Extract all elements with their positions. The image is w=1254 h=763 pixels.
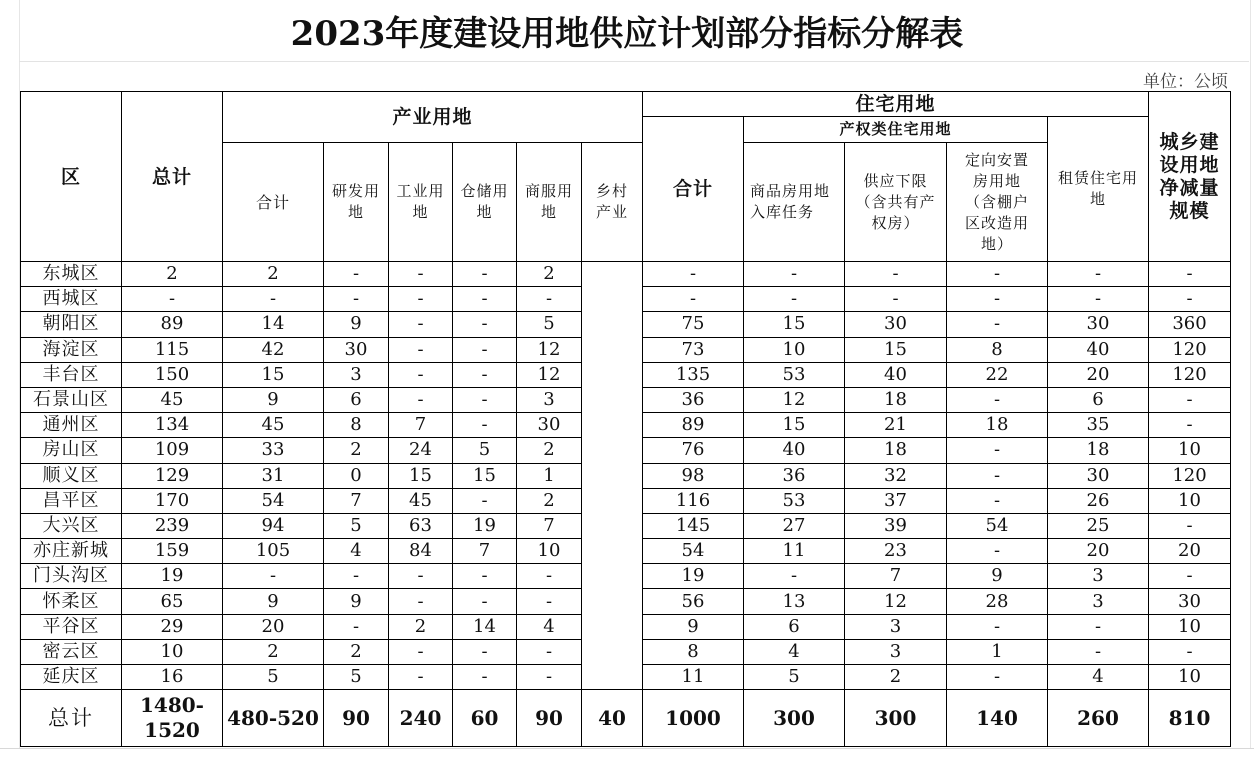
table-cell: 22 bbox=[947, 362, 1048, 387]
table-cell: 30 bbox=[324, 337, 389, 362]
table-cell: 13 bbox=[744, 589, 845, 614]
total-label: 总计 bbox=[21, 690, 122, 747]
table-cell: 120 bbox=[1149, 362, 1231, 387]
header-commodity: 商品房用地入库任务 bbox=[744, 143, 845, 262]
district-name: 亦庄新城 bbox=[21, 539, 122, 564]
table-cell: 2 bbox=[517, 488, 582, 513]
table-cell: 28 bbox=[947, 589, 1048, 614]
table-cell: 63 bbox=[389, 513, 453, 538]
table-cell: 12 bbox=[845, 589, 947, 614]
table-cell: 36 bbox=[744, 463, 845, 488]
header-factory: 工业用地 bbox=[389, 143, 453, 262]
table-cell: - bbox=[453, 287, 517, 312]
district-name: 顺义区 bbox=[21, 463, 122, 488]
table-cell: - bbox=[517, 639, 582, 664]
table-cell: 18 bbox=[947, 413, 1048, 438]
table-cell: 3 bbox=[1048, 589, 1149, 614]
district-name: 丰台区 bbox=[21, 362, 122, 387]
table-cell: - bbox=[947, 614, 1048, 639]
table-cell: 36 bbox=[643, 387, 744, 412]
table-cell: 18 bbox=[845, 387, 947, 412]
district-name: 昌平区 bbox=[21, 488, 122, 513]
table-cell: 31 bbox=[223, 463, 324, 488]
table-cell: 5 bbox=[324, 665, 389, 690]
table-cell: 10 bbox=[122, 639, 223, 664]
district-name: 石景山区 bbox=[21, 387, 122, 412]
table-cell: 35 bbox=[1048, 413, 1149, 438]
table-cell: - bbox=[947, 463, 1048, 488]
table-cell: 5 bbox=[453, 438, 517, 463]
table-cell: - bbox=[517, 287, 582, 312]
table-cell: 76 bbox=[643, 438, 744, 463]
table-cell: 239 bbox=[122, 513, 223, 538]
table-cell: - bbox=[845, 287, 947, 312]
table-cell: - bbox=[389, 362, 453, 387]
table-cell: 21 bbox=[845, 413, 947, 438]
table-cell: - bbox=[453, 665, 517, 690]
table-cell: 10 bbox=[744, 337, 845, 362]
header-property-residential: 产权类住宅用地 bbox=[744, 117, 1048, 143]
table-cell: 4 bbox=[324, 539, 389, 564]
table-cell: - bbox=[1149, 413, 1231, 438]
table-cell: - bbox=[947, 539, 1048, 564]
table-cell: 20 bbox=[1048, 539, 1149, 564]
table-cell: 40 bbox=[1048, 337, 1149, 362]
table-cell: 24 bbox=[389, 438, 453, 463]
table-cell: 2 bbox=[845, 665, 947, 690]
table-cell: 30 bbox=[1149, 589, 1231, 614]
table-cell: 94 bbox=[223, 513, 324, 538]
table-cell: - bbox=[389, 387, 453, 412]
table-cell: 360 bbox=[1149, 312, 1231, 337]
total-cell: 60 bbox=[453, 690, 517, 747]
table-cell: 7 bbox=[517, 513, 582, 538]
district-name: 密云区 bbox=[21, 639, 122, 664]
table-cell: 7 bbox=[453, 539, 517, 564]
table-cell: 89 bbox=[643, 413, 744, 438]
table-cell: 54 bbox=[947, 513, 1048, 538]
total-cell: 40 bbox=[582, 690, 643, 747]
table-cell: 45 bbox=[122, 387, 223, 412]
table-cell: - bbox=[324, 287, 389, 312]
table-cell: - bbox=[453, 639, 517, 664]
table-cell: 105 bbox=[223, 539, 324, 564]
header-district: 区 bbox=[21, 92, 122, 262]
table-cell: 7 bbox=[324, 488, 389, 513]
table-cell: 19 bbox=[122, 564, 223, 589]
table-cell: 5 bbox=[744, 665, 845, 690]
table-cell: 9 bbox=[223, 589, 324, 614]
table-cell: 3 bbox=[1048, 564, 1149, 589]
table-cell: - bbox=[223, 287, 324, 312]
header-resettlement: 定向安置房用地（含棚户区改造用地） bbox=[947, 143, 1048, 262]
district-name: 大兴区 bbox=[21, 513, 122, 538]
table-cell: 40 bbox=[845, 362, 947, 387]
table-body bbox=[21, 262, 1231, 690]
table-cell: 54 bbox=[223, 488, 324, 513]
table-cell: - bbox=[389, 337, 453, 362]
table-cell: 56 bbox=[643, 589, 744, 614]
unit-label: 单位：公顷 bbox=[1143, 72, 1228, 92]
header-rnd: 研发用地 bbox=[324, 143, 389, 262]
table-cell: 15 bbox=[744, 312, 845, 337]
table-cell: 23 bbox=[845, 539, 947, 564]
table-cell: 11 bbox=[643, 665, 744, 690]
table-cell: 19 bbox=[643, 564, 744, 589]
table-cell: - bbox=[1149, 387, 1231, 412]
table-cell: 19 bbox=[453, 513, 517, 538]
table-cell: 84 bbox=[389, 539, 453, 564]
table-cell: 9 bbox=[324, 312, 389, 337]
table-cell: 135 bbox=[643, 362, 744, 387]
table-cell: 5 bbox=[223, 665, 324, 690]
table-cell: - bbox=[389, 639, 453, 664]
table-cell: - bbox=[947, 287, 1048, 312]
header-industrial-sum: 合计 bbox=[223, 143, 324, 262]
total-cell: 1480-1520 bbox=[122, 690, 223, 747]
table-cell: - bbox=[744, 262, 845, 287]
table-cell: 11 bbox=[744, 539, 845, 564]
table-cell: 98 bbox=[643, 463, 744, 488]
table-cell: - bbox=[453, 589, 517, 614]
table-cell: - bbox=[517, 665, 582, 690]
page-title: 2023年度建设用地供应计划部分指标分解表 bbox=[290, 14, 964, 54]
total-cell: 140 bbox=[947, 690, 1048, 747]
table-cell: 6 bbox=[1048, 387, 1149, 412]
header-storage: 仓储用地 bbox=[453, 143, 517, 262]
table-cell: - bbox=[1149, 513, 1231, 538]
total-cell: 260 bbox=[1048, 690, 1149, 747]
table-cell: 10 bbox=[1149, 488, 1231, 513]
table-cell: 15 bbox=[845, 337, 947, 362]
divider bbox=[0, 748, 1254, 749]
table-cell: - bbox=[324, 262, 389, 287]
table-cell: - bbox=[453, 362, 517, 387]
table-cell: 150 bbox=[122, 362, 223, 387]
table-cell: 2 bbox=[324, 438, 389, 463]
table-cell: 120 bbox=[1149, 337, 1231, 362]
table-cell: - bbox=[324, 564, 389, 589]
table-cell: 65 bbox=[122, 589, 223, 614]
table-cell: 20 bbox=[1048, 362, 1149, 387]
table-cell: 10 bbox=[1149, 665, 1231, 690]
table-cell: - bbox=[324, 614, 389, 639]
table-cell: - bbox=[1149, 564, 1231, 589]
table-cell: - bbox=[389, 312, 453, 337]
table-cell: 75 bbox=[643, 312, 744, 337]
district-name: 朝阳区 bbox=[21, 312, 122, 337]
allocation-table bbox=[20, 91, 1231, 747]
table-cell: - bbox=[389, 287, 453, 312]
table-cell: 2 bbox=[324, 639, 389, 664]
table-cell: - bbox=[1048, 639, 1149, 664]
table-cell: 15 bbox=[389, 463, 453, 488]
table-cell: 20 bbox=[1149, 539, 1231, 564]
header-residential-sum: 合计 bbox=[643, 117, 744, 262]
table-cell: - bbox=[1048, 262, 1149, 287]
table-cell: 6 bbox=[744, 614, 845, 639]
total-cell: 90 bbox=[517, 690, 582, 747]
table-cell: - bbox=[947, 262, 1048, 287]
table-cell: 30 bbox=[1048, 463, 1149, 488]
table-cell: - bbox=[389, 665, 453, 690]
table-cell: 9 bbox=[324, 589, 389, 614]
table-cell: 5 bbox=[517, 312, 582, 337]
table-row bbox=[21, 262, 1231, 287]
header-commercial: 商服用地 bbox=[517, 143, 582, 262]
table-cell: 40 bbox=[744, 438, 845, 463]
table-cell: 3 bbox=[845, 614, 947, 639]
total-cell: 240 bbox=[389, 690, 453, 747]
table-cell: 159 bbox=[122, 539, 223, 564]
table-cell: 9 bbox=[223, 387, 324, 412]
header-rental: 租赁住宅用地 bbox=[1048, 117, 1149, 262]
table-cell: 42 bbox=[223, 337, 324, 362]
header-residential: 住宅用地 bbox=[643, 92, 1149, 117]
table-cell: 109 bbox=[122, 438, 223, 463]
table-cell: 4 bbox=[1048, 665, 1149, 690]
district-name: 海淀区 bbox=[21, 337, 122, 362]
rural-industry-merged-cell bbox=[582, 262, 643, 690]
table-cell: 1 bbox=[517, 463, 582, 488]
table-cell: 134 bbox=[122, 413, 223, 438]
table-cell: 54 bbox=[643, 539, 744, 564]
table-cell: 116 bbox=[643, 488, 744, 513]
table-cell: 8 bbox=[643, 639, 744, 664]
table-cell: - bbox=[223, 564, 324, 589]
table-cell: - bbox=[453, 387, 517, 412]
table-cell: 18 bbox=[845, 438, 947, 463]
table-cell: - bbox=[744, 564, 845, 589]
table-cell: 120 bbox=[1149, 463, 1231, 488]
table-cell: 170 bbox=[122, 488, 223, 513]
table-cell: 25 bbox=[1048, 513, 1149, 538]
table-cell: 9 bbox=[947, 564, 1048, 589]
table-cell: 30 bbox=[845, 312, 947, 337]
table-cell: - bbox=[389, 262, 453, 287]
table-cell: - bbox=[389, 564, 453, 589]
table-cell: 3 bbox=[845, 639, 947, 664]
total-cell: 810 bbox=[1149, 690, 1231, 747]
table-cell: 33 bbox=[223, 438, 324, 463]
table-cell: - bbox=[453, 312, 517, 337]
table-cell: 6 bbox=[324, 387, 389, 412]
district-name: 东城区 bbox=[21, 262, 122, 287]
table-cell: - bbox=[122, 287, 223, 312]
table-cell: 12 bbox=[744, 387, 845, 412]
table-cell: 39 bbox=[845, 513, 947, 538]
table-cell: 2 bbox=[223, 639, 324, 664]
table-cell: 45 bbox=[223, 413, 324, 438]
total-cell: 300 bbox=[845, 690, 947, 747]
divider bbox=[19, 61, 1249, 62]
table-cell: 4 bbox=[517, 614, 582, 639]
district-name: 延庆区 bbox=[21, 665, 122, 690]
table-cell: 26 bbox=[1048, 488, 1149, 513]
table-cell: 37 bbox=[845, 488, 947, 513]
table-cell: 2 bbox=[517, 438, 582, 463]
header-net-reduction: 城乡建设用地净减量规模 bbox=[1149, 92, 1231, 262]
table-cell: 10 bbox=[1149, 614, 1231, 639]
table-cell: 27 bbox=[744, 513, 845, 538]
header-supply-floor: 供应下限（含共有产权房） bbox=[845, 143, 947, 262]
table-cell: - bbox=[453, 337, 517, 362]
table-cell: - bbox=[947, 665, 1048, 690]
district-name: 平谷区 bbox=[21, 614, 122, 639]
table-cell: - bbox=[453, 413, 517, 438]
total-cell: 480-520 bbox=[223, 690, 324, 747]
table-cell: 7 bbox=[845, 564, 947, 589]
table-cell: 8 bbox=[324, 413, 389, 438]
table-cell: 18 bbox=[1048, 438, 1149, 463]
table-cell: 14 bbox=[453, 614, 517, 639]
district-name: 门头沟区 bbox=[21, 564, 122, 589]
table-cell: 14 bbox=[223, 312, 324, 337]
table-cell: 10 bbox=[517, 539, 582, 564]
table-cell: - bbox=[453, 564, 517, 589]
district-name: 房山区 bbox=[21, 438, 122, 463]
table-cell: 8 bbox=[947, 337, 1048, 362]
total-cell: 90 bbox=[324, 690, 389, 747]
table-cell: - bbox=[643, 262, 744, 287]
table-cell: 12 bbox=[517, 337, 582, 362]
table-cell: - bbox=[947, 312, 1048, 337]
table-cell: - bbox=[1149, 639, 1231, 664]
table-cell: - bbox=[1048, 614, 1149, 639]
header-industrial: 产业用地 bbox=[223, 92, 643, 143]
table-cell: - bbox=[947, 387, 1048, 412]
table-cell: 145 bbox=[643, 513, 744, 538]
table-cell: - bbox=[453, 262, 517, 287]
table-cell: 5 bbox=[324, 513, 389, 538]
table-cell: 16 bbox=[122, 665, 223, 690]
table-cell: - bbox=[453, 488, 517, 513]
table-cell: 89 bbox=[122, 312, 223, 337]
table-cell: 53 bbox=[744, 488, 845, 513]
table-cell: 2 bbox=[517, 262, 582, 287]
table-cell: 30 bbox=[517, 413, 582, 438]
table-cell: 73 bbox=[643, 337, 744, 362]
table-cell: 45 bbox=[389, 488, 453, 513]
total-cell: 1000 bbox=[643, 690, 744, 747]
table-cell: - bbox=[389, 589, 453, 614]
table-cell: - bbox=[1048, 287, 1149, 312]
table-cell: 3 bbox=[324, 362, 389, 387]
district-name: 西城区 bbox=[21, 287, 122, 312]
table-cell: 2 bbox=[389, 614, 453, 639]
table-cell: 7 bbox=[389, 413, 453, 438]
table-cell: - bbox=[517, 589, 582, 614]
district-name: 怀柔区 bbox=[21, 589, 122, 614]
table-cell: 2 bbox=[223, 262, 324, 287]
table-cell: 53 bbox=[744, 362, 845, 387]
table-cell: 12 bbox=[517, 362, 582, 387]
table-cell: 29 bbox=[122, 614, 223, 639]
table-cell: 129 bbox=[122, 463, 223, 488]
table-cell: 1 bbox=[947, 639, 1048, 664]
table-cell: - bbox=[643, 287, 744, 312]
table-cell: 15 bbox=[744, 413, 845, 438]
table-cell: 20 bbox=[223, 614, 324, 639]
table-cell: 4 bbox=[744, 639, 845, 664]
table-cell: - bbox=[947, 438, 1048, 463]
table-cell: 32 bbox=[845, 463, 947, 488]
table-cell: 10 bbox=[1149, 438, 1231, 463]
table-cell: 9 bbox=[643, 614, 744, 639]
total-cell: 300 bbox=[744, 690, 845, 747]
table-cell: - bbox=[947, 488, 1048, 513]
header-total: 总计 bbox=[122, 92, 223, 262]
table-cell: 30 bbox=[1048, 312, 1149, 337]
table-cell: 2 bbox=[122, 262, 223, 287]
table-cell: 115 bbox=[122, 337, 223, 362]
table-cell: - bbox=[744, 287, 845, 312]
header-rural: 乡村产业 bbox=[582, 143, 643, 262]
table-cell: - bbox=[1149, 262, 1231, 287]
table-cell: - bbox=[845, 262, 947, 287]
table-cell: 3 bbox=[517, 387, 582, 412]
table-cell: 0 bbox=[324, 463, 389, 488]
table-cell: - bbox=[517, 564, 582, 589]
table-cell: - bbox=[1149, 287, 1231, 312]
table-cell: 15 bbox=[223, 362, 324, 387]
district-name: 通州区 bbox=[21, 413, 122, 438]
table-cell: 15 bbox=[453, 463, 517, 488]
